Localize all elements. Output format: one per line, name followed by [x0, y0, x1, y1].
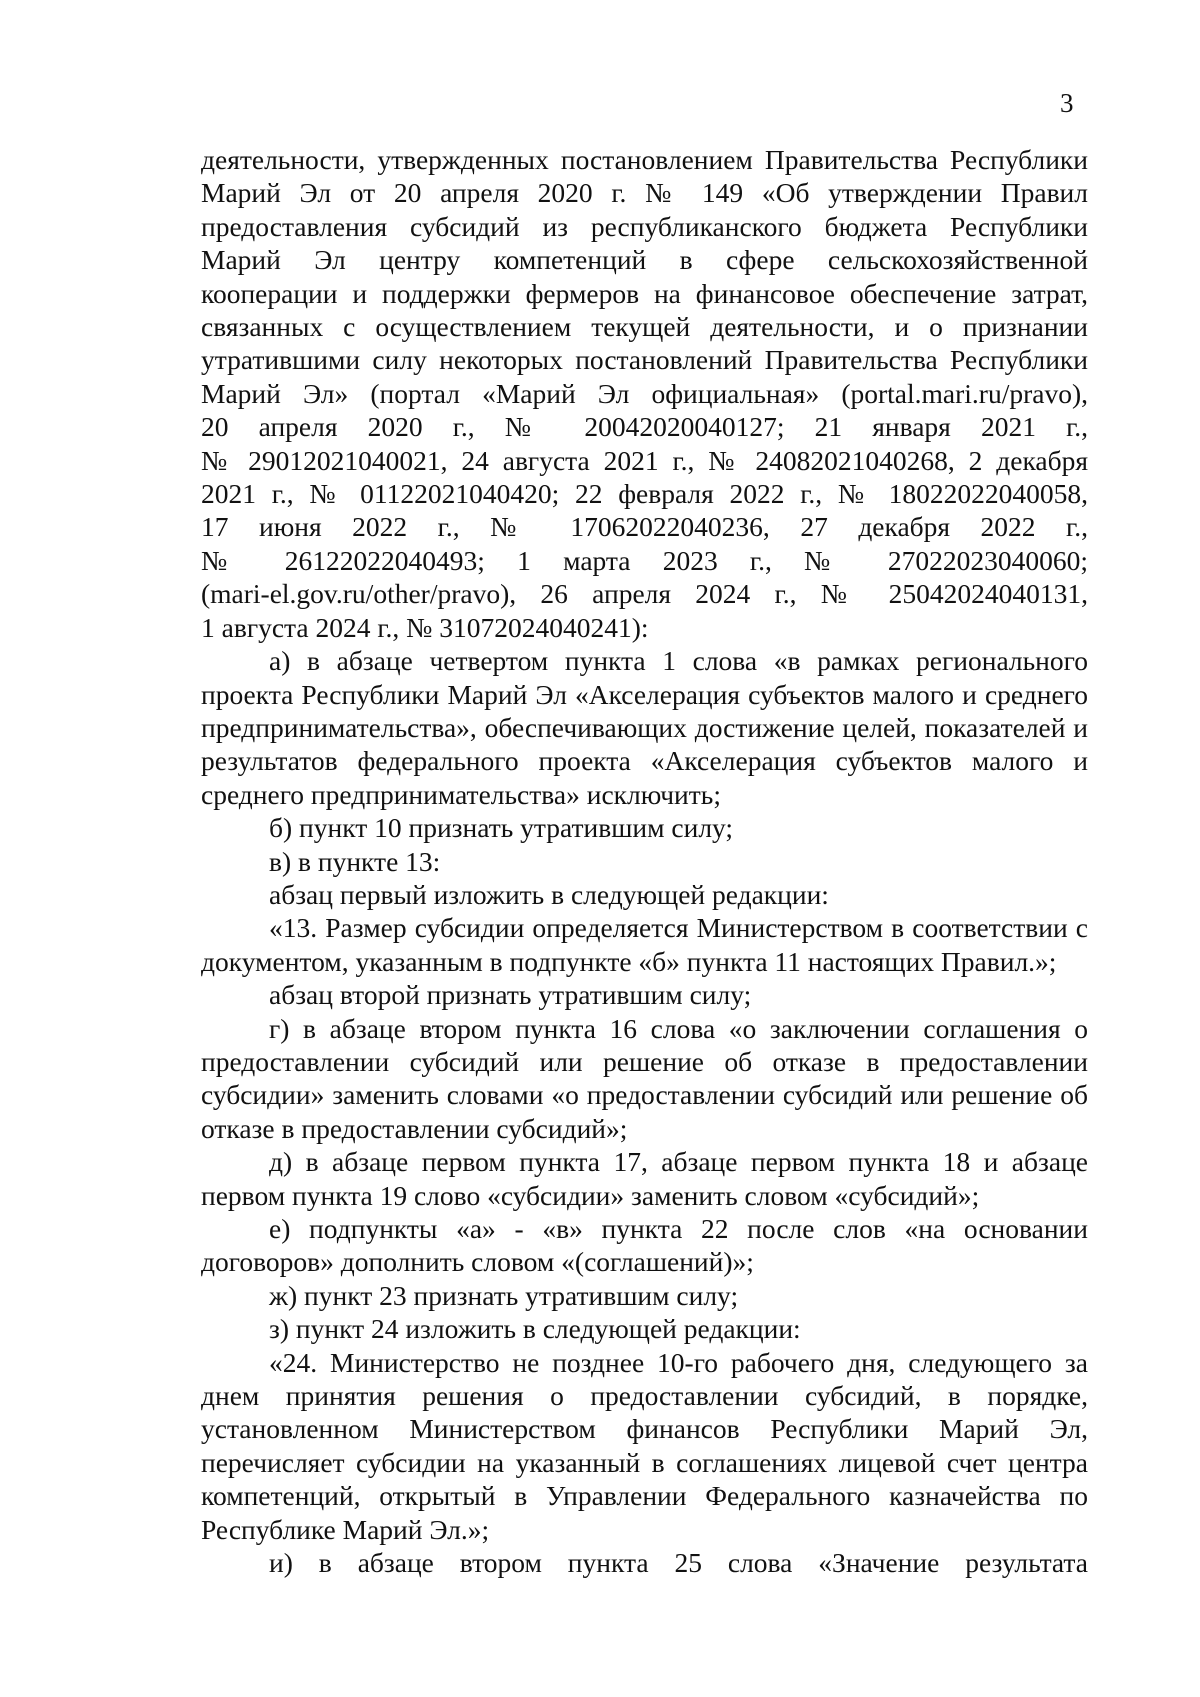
intro-line: кооперации и поддержки фермеров на финансовое обеспечение затрат, — [201, 277, 1088, 309]
intro-line: связанных с осуществлением текущей деятельности, и о признании — [201, 311, 1088, 343]
page-number: 3 — [1060, 88, 1074, 118]
item-a-paragraph: а) в абзаце четвертом пункта 1 слова «в рамках регионального проекта Республики Марий Эл «Акселерация субъектов малого и среднего предпринимательства», обеспечивающих достижение целей, показателей и результатов федерального проекта «Акселерация субъектов малого и среднего предпринимательства» исключить; — [201, 645, 1088, 810]
item-zh-paragraph: ж) пункт 23 признать утратившим силу; — [269, 1279, 739, 1311]
item-g-paragraph: г) в абзаце втором пункта 16 слова «о заключении соглашения о предоставлении субсидий или решение об отказе в предоставлении субсидии» заменить словами «о предоставлении субсидий или решение об отказе в предоставлении субсидий»; — [201, 1012, 1088, 1144]
item-e-paragraph: е) подпункты «а» - «в» пункта 22 после слов «на основании договоров» дополнить словом «(соглашений)»; — [201, 1213, 1088, 1278]
item-v-second-subparagraph: абзац второй признать утратившим силу; — [269, 979, 752, 1011]
document-body — [201, 143, 1088, 1579]
item-b-paragraph: б) пункт 10 признать утратившим силу; — [269, 812, 734, 844]
intro-line: предоставления субсидий из республиканского бюджета Республики — [201, 210, 1088, 242]
item-v-first-subparagraph: абзац первый изложить в следующей редакции: — [269, 878, 829, 910]
intro-line: № 29012021040021, 24 августа 2021 г., № 24082021040268, 2 декабря — [201, 444, 1088, 476]
item-d-paragraph: д) в абзаце первом пункта 17, абзаце первом пункта 18 и абзаце первом пункта 19 слово «субсидии» заменить словом «субсидий»; — [201, 1146, 1088, 1211]
intro-line: 20 апреля 2020 г., № 20042020040127; 21 января 2021 г., — [201, 411, 1088, 443]
intro-line: деятельности, утвержденных постановлением Правительства Республики — [201, 144, 1088, 175]
intro-line: 17 июня 2022 г., № 17062022040236, 27 декабря 2022 г., — [201, 511, 1088, 543]
intro-line: № 26122022040493; 1 марта 2023 г., № 27022023040060; — [201, 544, 1088, 576]
intro-line: Марий Эл от 20 апреля 2020 г. № 149 «Об утверждении Правил — [201, 177, 1088, 209]
item-z-paragraph: з) пункт 24 изложить в следующей редакции: — [269, 1313, 801, 1345]
item-i-paragraph: и) в абзаце втором пункта 25 слова «Значение результата — [269, 1547, 1088, 1579]
quoted-point-13-paragraph: «13. Размер субсидии определяется Министерством в соответствии с документом, указанным в подпункте «б» пункта 11 настоящих Правил.»; — [201, 912, 1088, 977]
intro-line: утратившими силу некоторых постановлений Правительства Республики — [201, 344, 1088, 376]
quoted-point-24-paragraph: «24. Министерство не позднее 10-го рабочего дня, следующего за днем принятия решения о предоставлении субсидий, в порядке, установленном Министерством финансов Республики Марий Эл, перечисляет субсидии на указанный в соглашениях лицевой счет центра компетенций, открытый в Управлении Федерального казначейства по Республике Марий Эл.»; — [201, 1346, 1088, 1545]
intro-line: Марий Эл центру компетенций в сфере сельскохозяйственной — [201, 244, 1088, 276]
intro-line: 2021 г., № 01122021040420; 22 февраля 2022 г., № 18022022040058, — [201, 478, 1088, 510]
intro-line: Марий Эл» (портал «Марий Эл официальная» (portal.mari.ru/pravo), — [201, 377, 1088, 409]
intro-line: (mari-el.gov.ru/other/pravo), 26 апреля 2024 г., № 25042024040131, — [201, 578, 1088, 610]
intro-line: 1 августа 2024 г., № 31072024040241): — [201, 611, 649, 643]
intro-paragraph — [201, 143, 1088, 644]
item-v-paragraph: в) в пункте 13: — [269, 845, 441, 877]
